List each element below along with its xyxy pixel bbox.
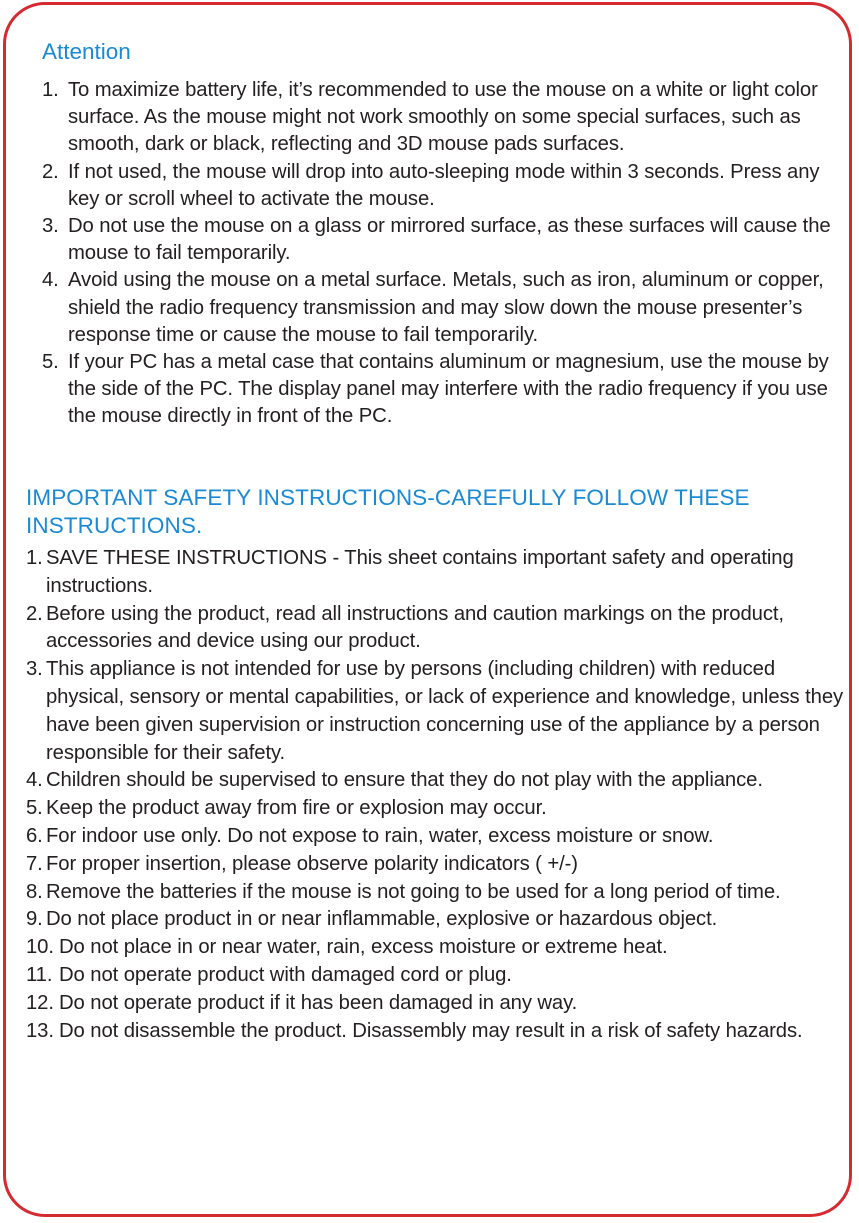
safety-item-text: For indoor use only. Do not expose to rain, water, excess moisture or snow. bbox=[46, 824, 714, 847]
safety-instructions-list bbox=[26, 545, 846, 1045]
attention-heading: Attention bbox=[42, 39, 131, 64]
safety-item-text: Do not place in or near water, rain, excess moisture or extreme heat. bbox=[59, 936, 668, 959]
safety-item-number: 5. bbox=[26, 797, 43, 820]
safety-item-number: 12. bbox=[26, 991, 54, 1014]
safety-item-number: 8. bbox=[26, 880, 43, 903]
attention-item bbox=[42, 267, 844, 349]
safety-item-text: For proper insertion, please observe polarity indicators ( +/-) bbox=[46, 852, 578, 875]
safety-item-text: Remove the batteries if the mouse is not going to be used for a long period of time. bbox=[46, 880, 781, 903]
safety-item-number: 9. bbox=[26, 908, 43, 931]
safety-item-number: 3. bbox=[26, 658, 43, 681]
safety-item bbox=[26, 823, 846, 851]
attention-item-number: 5. bbox=[42, 351, 59, 374]
attention-item-number: 1. bbox=[42, 79, 59, 101]
safety-item bbox=[26, 990, 846, 1018]
safety-item bbox=[26, 851, 846, 879]
safety-item-number: 10. bbox=[26, 936, 54, 959]
attention-item bbox=[42, 213, 844, 267]
safety-item-number: 4. bbox=[26, 769, 43, 792]
safety-item-number: 13. bbox=[26, 1019, 54, 1042]
safety-item-text: Do not disassemble the product. Disassembly may result in a risk of safety hazards. bbox=[59, 1019, 803, 1042]
safety-item-text: This appliance is not intended for use by persons (including children) with reduced physical, sensory or mental capabilities, or lack of experience and knowledge, unless they have been given supervision or instruction concerning use of the appliance by a person responsible for their safety. bbox=[46, 658, 844, 764]
attention-item-number: 2. bbox=[42, 160, 59, 183]
attention-item-number: 4. bbox=[42, 269, 59, 292]
safety-item bbox=[26, 962, 846, 990]
safety-item-text: SAVE THESE INSTRUCTIONS - This sheet contains important safety and operating instructions. bbox=[46, 547, 794, 597]
attention-item-text: Do not use the mouse on a glass or mirrored surface, as these surfaces will cause the mouse to fail temporarily. bbox=[68, 215, 831, 265]
safety-item bbox=[26, 1018, 846, 1046]
attention-item bbox=[42, 349, 844, 431]
safety-item bbox=[26, 906, 846, 934]
attention-item-text: Avoid using the mouse on a metal surface. Metals, such as iron, aluminum or copper, shield the radio frequency transmission and may slow down the mouse presenter’s response time or cause the mouse to fail temporarily. bbox=[68, 269, 824, 346]
attention-item-text: If not used, the mouse will drop into auto-sleeping mode within 3 seconds. Press any key or scroll wheel to activate the mouse. bbox=[68, 160, 820, 210]
safety-item bbox=[26, 934, 846, 962]
safety-item-text: Children should be supervised to ensure that they do not play with the appliance. bbox=[46, 769, 763, 792]
safety-item-number: 2. bbox=[26, 602, 43, 625]
safety-heading: IMPORTANT SAFETY INSTRUCTIONS-CAREFULLY FOLLOW THESE INSTRUCTIONS. bbox=[26, 485, 750, 538]
safety-item-number: 7. bbox=[26, 852, 43, 875]
safety-item bbox=[26, 601, 846, 657]
safety-item-text: Keep the product away from fire or explosion may occur. bbox=[46, 797, 547, 820]
safety-item bbox=[26, 545, 846, 601]
attention-item-number: 3. bbox=[42, 215, 59, 238]
attention-list bbox=[42, 77, 844, 431]
safety-item-number: 11. bbox=[26, 963, 53, 986]
safety-item bbox=[26, 767, 846, 795]
safety-item-number: 6. bbox=[26, 824, 43, 847]
attention-item bbox=[42, 77, 844, 159]
attention-item bbox=[42, 159, 844, 213]
safety-item-number: 1. bbox=[26, 547, 43, 569]
safety-item bbox=[26, 879, 846, 907]
safety-item-text: Do not operate product if it has been damaged in any way. bbox=[59, 991, 578, 1014]
attention-item-text: To maximize battery life, it’s recommended to use the mouse on a white or light color surface. As the mouse might not work smoothly on some special surfaces, such as smooth, dark or black, reflecting and 3D mouse pads surfaces. bbox=[68, 79, 818, 156]
safety-item-text: Do not operate product with damaged cord or plug. bbox=[59, 963, 512, 986]
safety-item-text: Before using the product, read all instructions and caution markings on the product, accessories and device using our product. bbox=[46, 602, 784, 653]
safety-item-text: Do not place product in or near inflammable, explosive or hazardous object. bbox=[46, 908, 718, 931]
safety-item bbox=[26, 795, 846, 823]
attention-item-text: If your PC has a metal case that contains aluminum or magnesium, use the mouse by the side of the PC. The display panel may interfere with the radio frequency if you use the mouse directly in front of the PC. bbox=[68, 351, 829, 428]
safety-item bbox=[26, 656, 846, 767]
